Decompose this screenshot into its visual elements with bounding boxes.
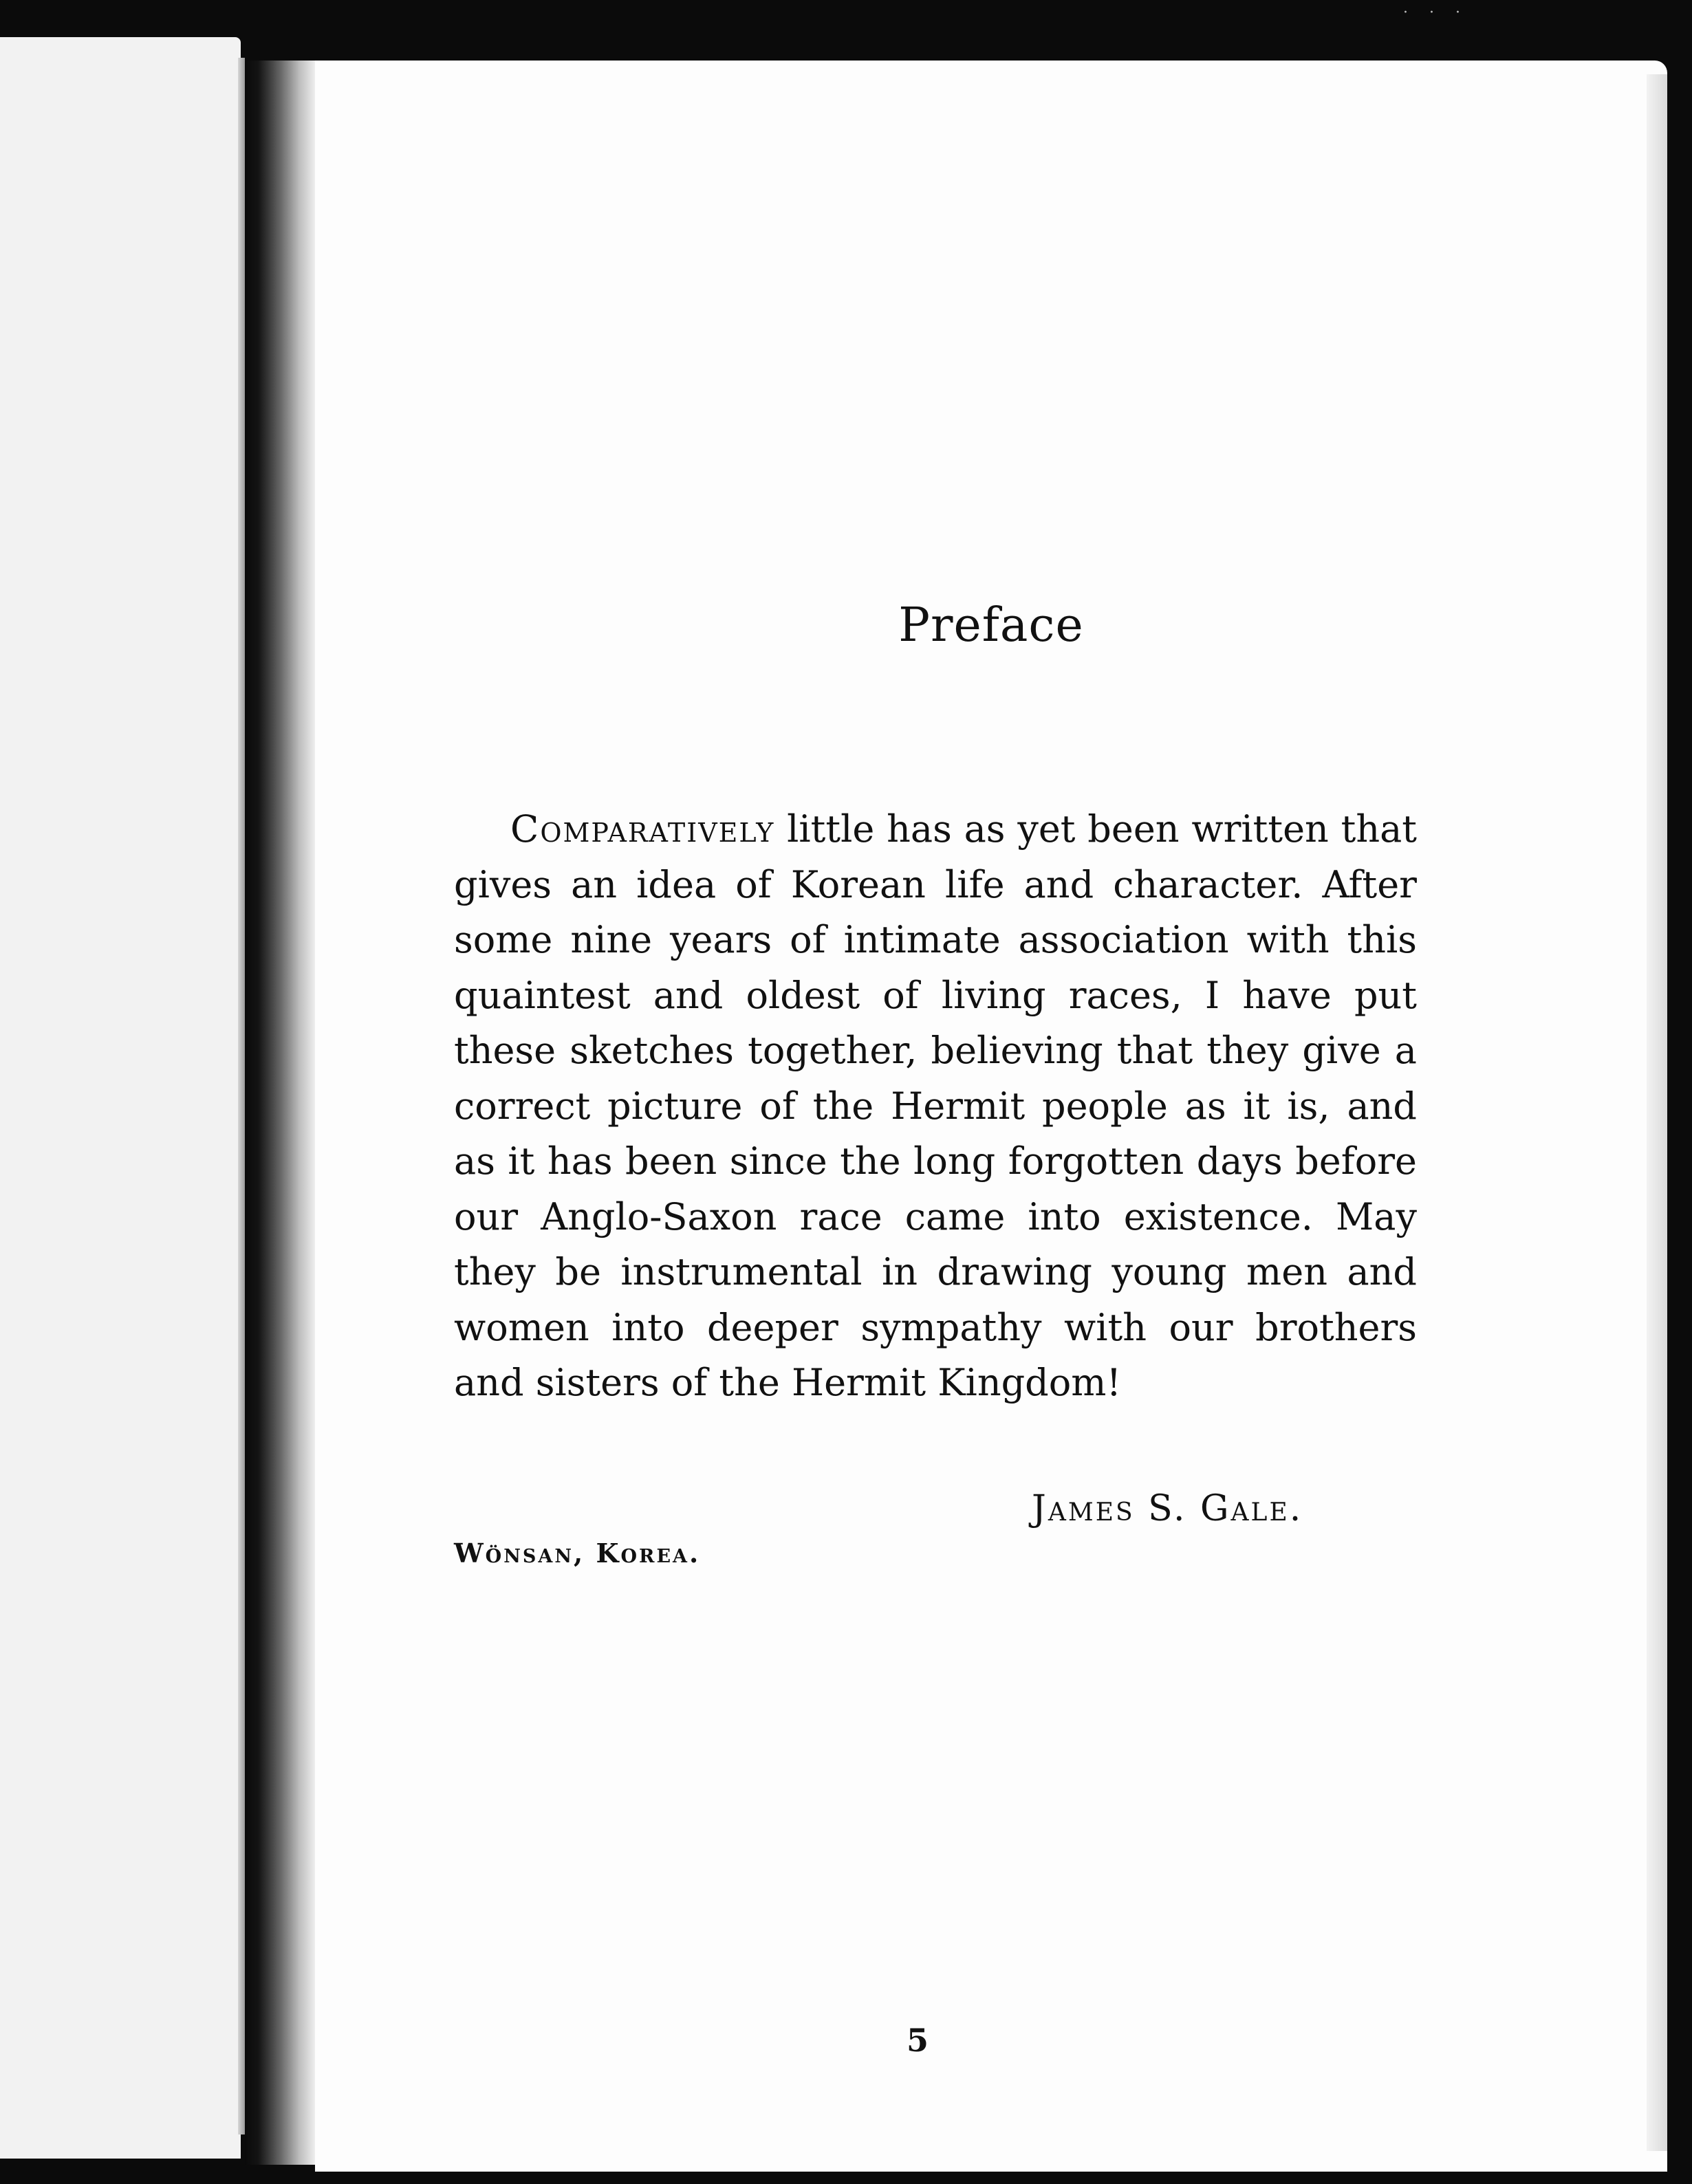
preface-text: little has as yet been written that gives an idea of Korean life and character. After some nine years of intimate association with this quaintest and oldest of living races, I have put these sketches together, believing that they give a correct picture of the Hermit people as it is, and as it has been since the long forgotten days before our Anglo-Saxon race came into existence. May they be instrumental in drawing young men and women into deeper sympathy with our brothers and sisters of the Hermit Kingdom!	[454, 807, 1417, 1404]
book-page	[315, 61, 1667, 2172]
page-number: 5	[907, 2022, 929, 2059]
book-gutter	[245, 61, 321, 2165]
page-edge	[1647, 74, 1667, 2151]
preface-lead-word: Comparatively	[510, 807, 775, 851]
author-signature: James S. Gale.	[1032, 1488, 1303, 1529]
previous-page	[0, 37, 241, 2159]
page-fold	[238, 58, 245, 2134]
scan-specks: · · ·	[1403, 4, 1468, 21]
place-line: Wönsan, Korea.	[454, 1538, 701, 1569]
preface-paragraph	[454, 802, 1417, 1411]
page-heading: Preface	[898, 598, 1084, 653]
